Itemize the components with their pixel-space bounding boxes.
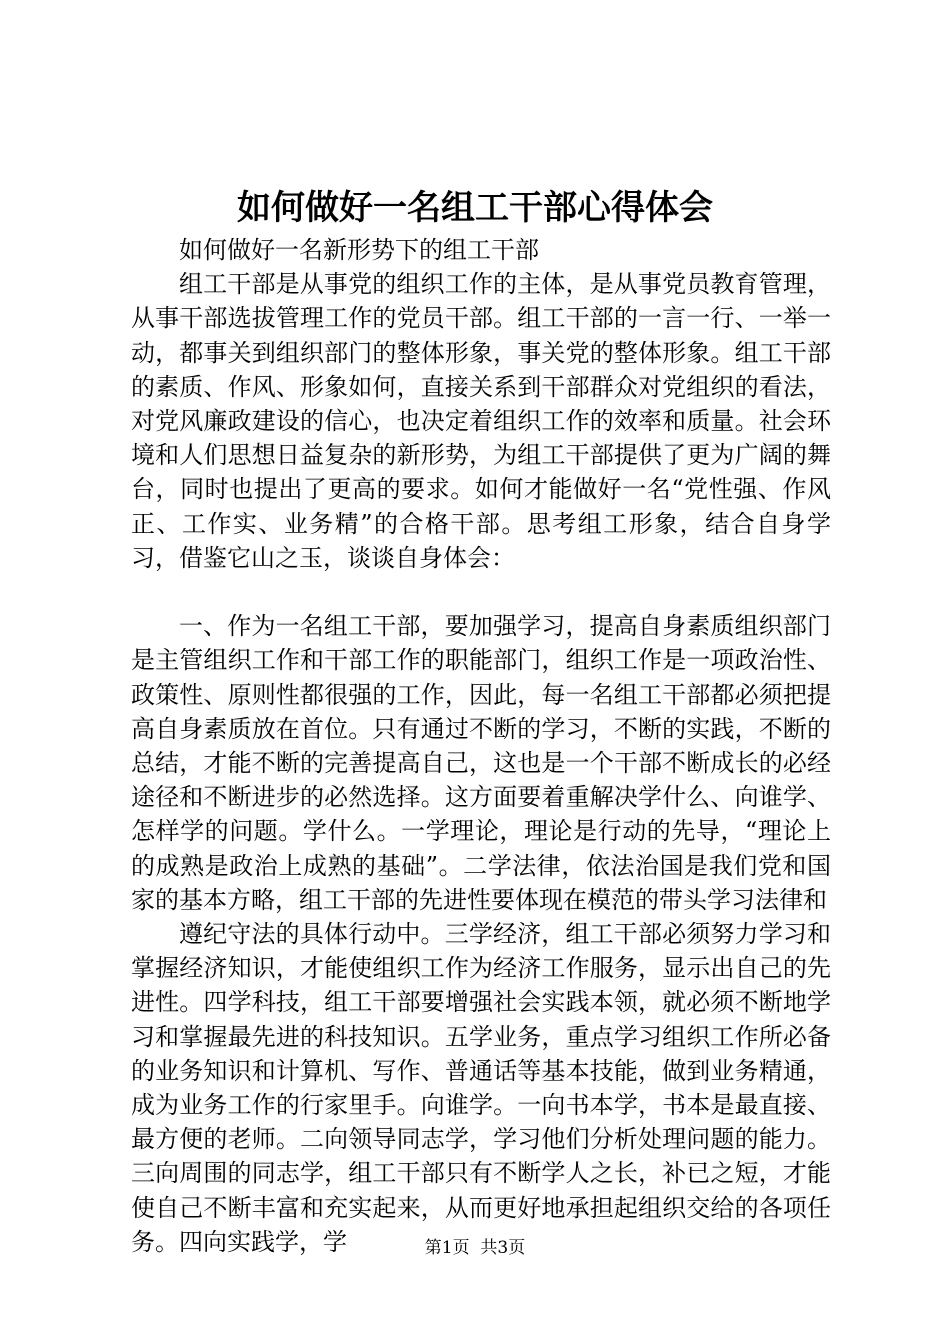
paragraph-gap: [131, 575, 831, 609]
intro-paragraph: 组工干部是从事党的组织工作的主体，是从事党员教育管理，从事干部选拔管理工作的党员干部。组工干部的一言一行、一举一动，都事关到组织部门的整体形象，事关党的整体形象。组工干部的素质、作风、形象如何，直接关系到干部群众对党组织的看法，对党风廉政建设的信心，也决定着组织工作的效率和质量。社会环境和人们思想日益复杂的新形势，为组工干部提供了更为广阔的舞台，同时也提出了更高的要求。如何才能做好一名“党性强、作风正、工作实、业务精”的合格干部。思考组工形象，结合自身学习，借鉴它山之玉，谈谈自身体会：: [131, 270, 831, 572]
document-title: 如何做好一名组工干部心得体会: [237, 188, 713, 228]
section-one-continued-paragraph: 遵纪守法的具体行动中。三学经济，组工干部必须努力学习和掌握经济知识，才能使组织工作为经济工作服务，显示出自己的先进性。四学科技，组工干部要增强社会实践本领，就必须不断地学习和掌握最先进的科技知识。五学业务，重点学习组织工作所必备的业务知识和计算机、写作、普通话等基本技能，做到业务精通，成为业务工作的行家里手。向谁学。一向书本学，书本是最直接、最方便的老师。二向领导同志学，学习他们分析处理问题的能力。三向周围的同志学，组工干部只有不断学人之长，补已之短，才能使自己不断丰富和充实起来，从而更好地承担起组织交给的各项任务。四向实践学，学: [131, 920, 831, 1256]
page-number: 第1页: [424, 1238, 470, 1258]
page-total: 共3页: [480, 1238, 526, 1258]
section-one-paragraph: 一、作为一名组工干部，要加强学习，提高自身素质组织部门是主管组织工作和干部工作的职能部门，组织工作是一项政治性、政策性、原则性都很强的工作，因此，每一名组工干部都必须把提高自身素质放在首位。只有通过不断的学习，不断的实践，不断的总结，才能不断的完善提高自己，这也是一个干部不断成长的必经途径和不断进步的必然选择。这方面要着重解决学什么、向谁学、怎样学的问题。学什么。一学理论，理论是行动的先导，“理论上的成熟是政治上成熟的基础”。二学法律，依法治国是我们党和国家的基本方略，组工干部的先进性要体现在模范的带头学习法律和: [131, 612, 831, 914]
document-body: [131, 233, 831, 1259]
subtitle-paragraph: 如何做好一名新形势下的组工干部: [179, 236, 539, 264]
page-footer: [0, 1236, 950, 1260]
